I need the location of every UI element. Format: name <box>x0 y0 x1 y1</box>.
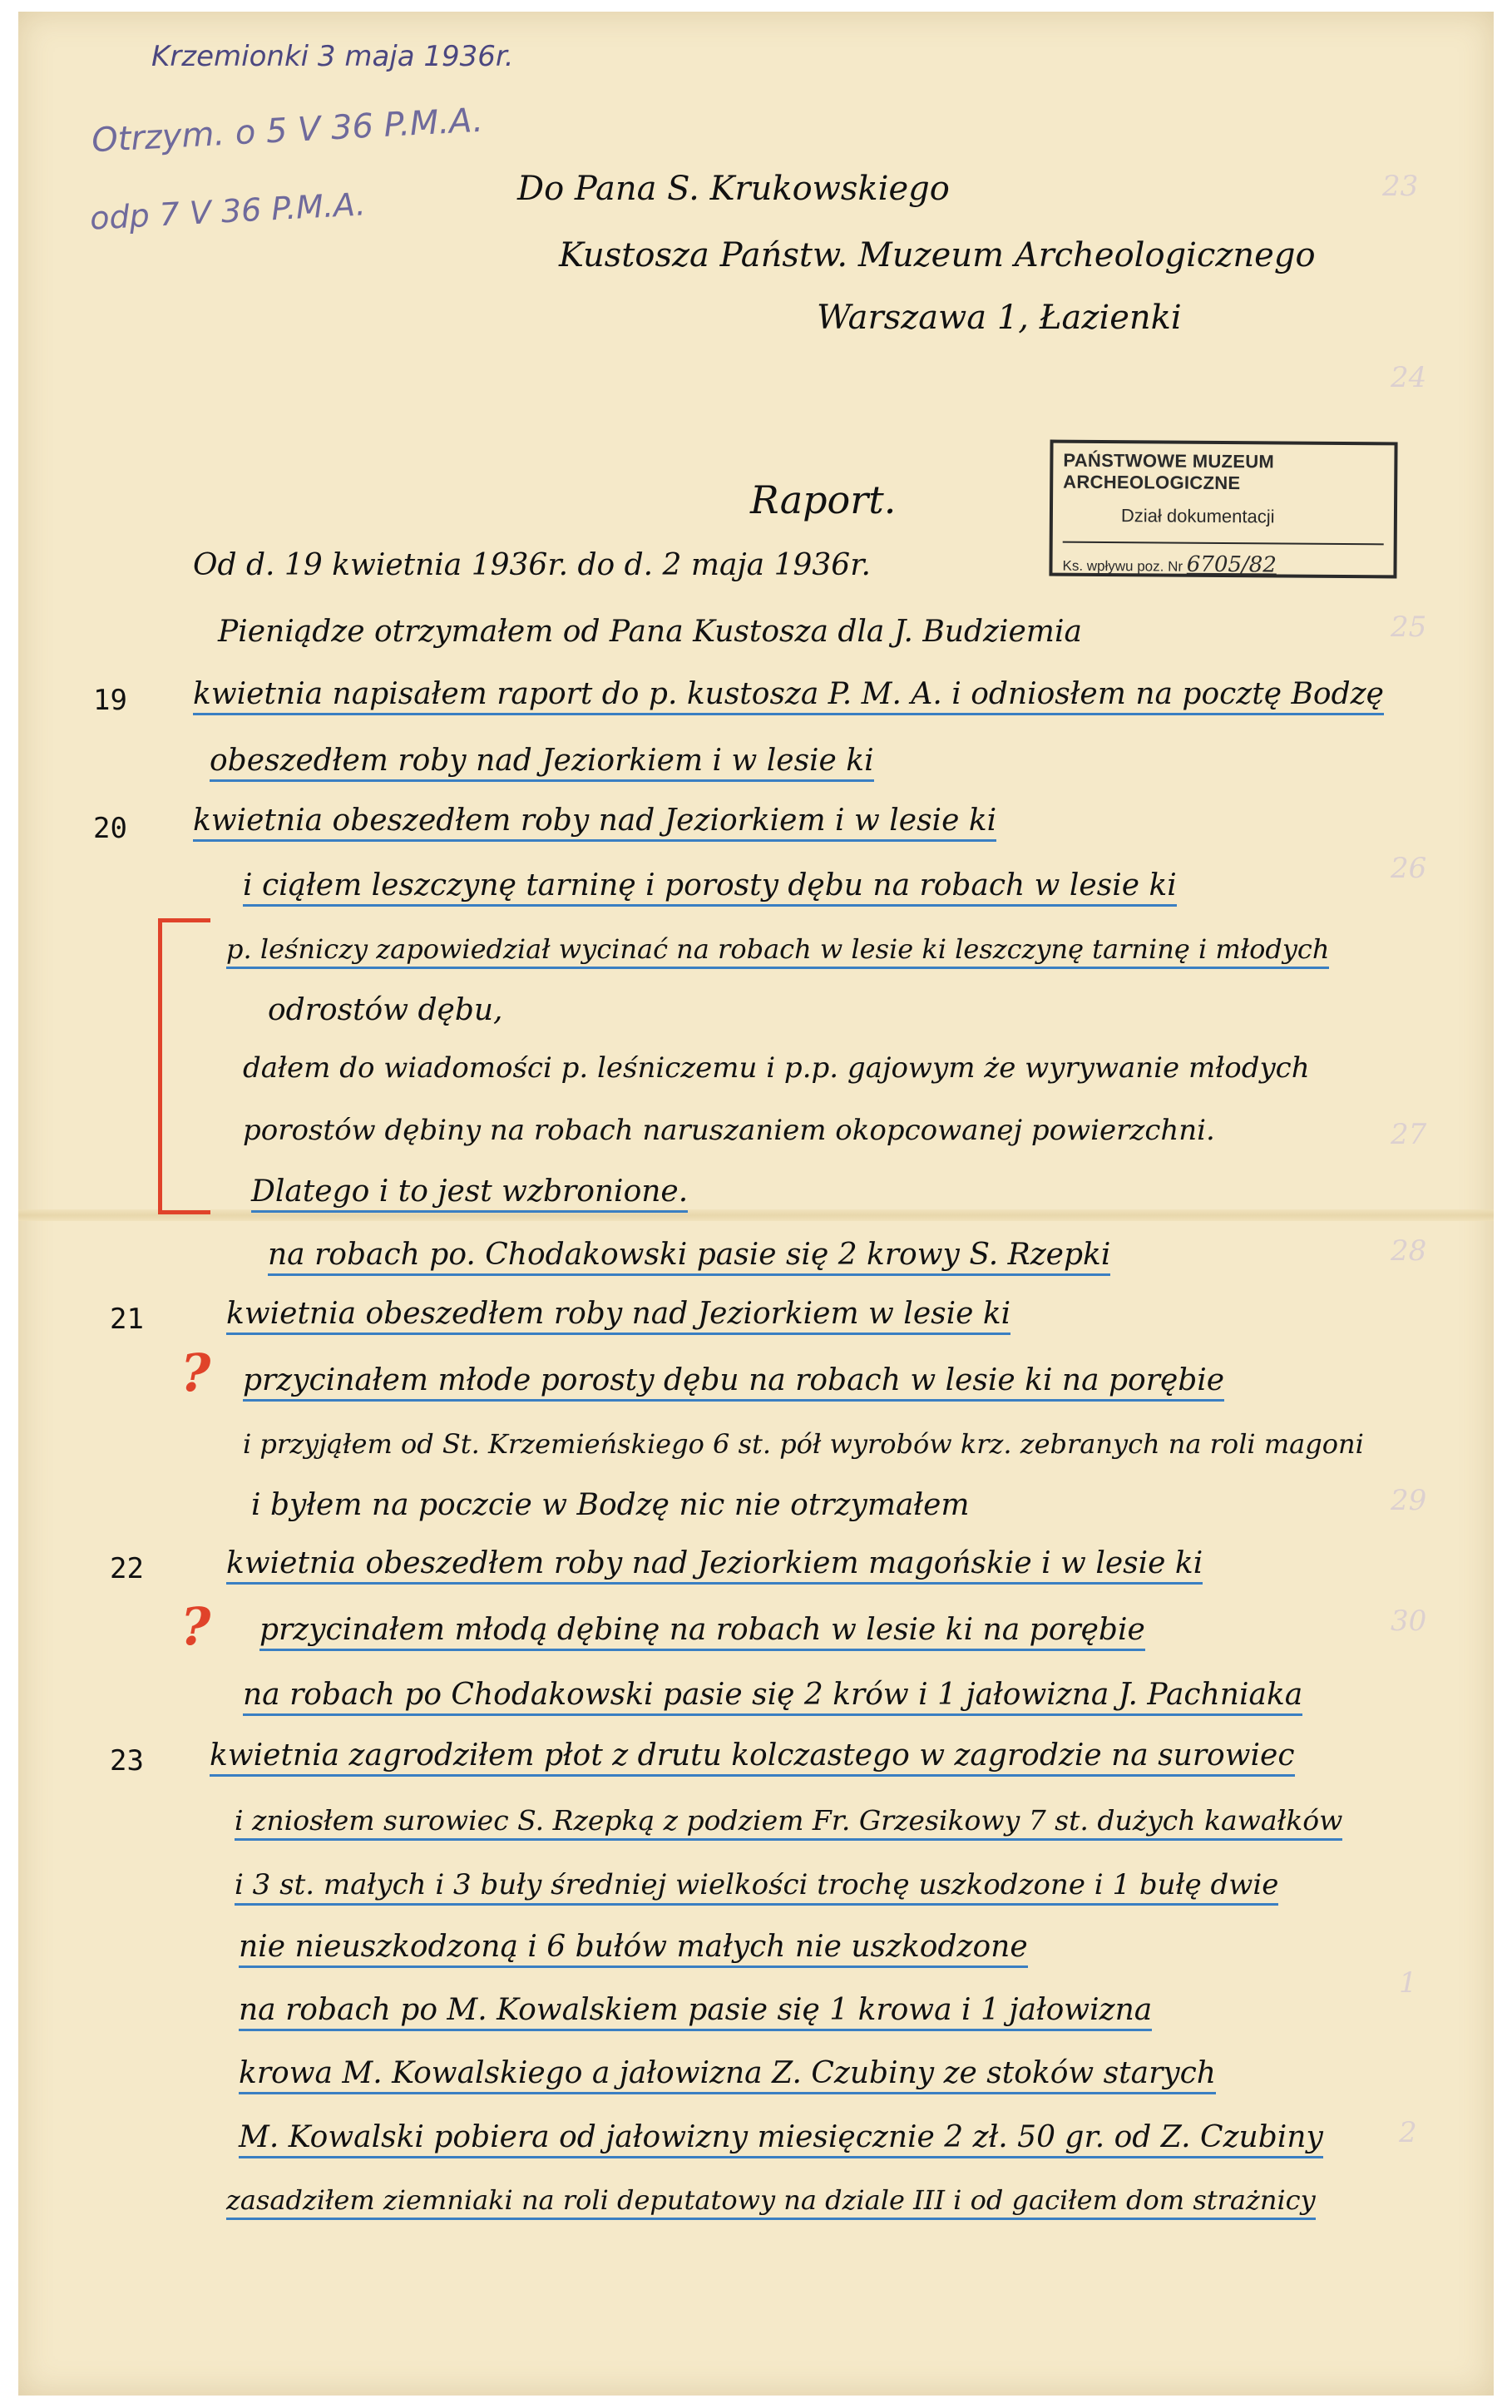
entry-day: 19 <box>93 684 127 717</box>
stamp-registry-number: 6705/82 <box>1186 551 1277 578</box>
addressee-title: Kustosza Państw. Muzeum Archeologicznego <box>559 236 1316 274</box>
stamp-institution: PAŃSTWOWE MUZEUM ARCHEOLOGICZNE <box>1063 449 1275 494</box>
entry-line: kwietnia obeszedłem roby nad Jeziorkiem w lesie ki <box>226 1297 1010 1335</box>
entry-day: 20 <box>93 812 127 845</box>
addressee-line: Do Pana S. Krukowskiego <box>517 170 950 208</box>
stamp-registry <box>1062 541 1383 579</box>
place-date-annotation: Krzemionki 3 maja 1936r. <box>151 40 514 73</box>
entry-line: na robach po Chodakowski pasie się 2 krów i 1 jałowizna J. Pachniaka <box>243 1678 1302 1716</box>
entry-line: krowa M. Kowalskiego a jałowizna Z. Czubiny ze stoków starych <box>239 2056 1216 2094</box>
entry-line: przycinałem młode porosty dębu na robach w lesie ki na porębie <box>243 1363 1224 1402</box>
paper-fold <box>18 1209 1494 1221</box>
entry-line: kwietnia napisałem raport do p. kustosza P. M. A. i odniosłem na pocztę Bodzę <box>193 677 1384 715</box>
entry-line: Dlatego i to jest wzbronione. <box>251 1174 688 1213</box>
stamp-department: Dział dokumentacji <box>1120 505 1275 527</box>
entry-line: i byłem na poczcie w Bodzę nic nie otrzymałem <box>251 1488 970 1522</box>
show-through-number: 30 <box>1391 1605 1427 1638</box>
received-annotation: Otrzym. o 5 V 36 P.M.A. <box>91 101 484 161</box>
entry-line: kwietnia obeszedłem roby nad Jeziorkiem magońskie i w lesie ki <box>226 1546 1203 1585</box>
entry-day: 21 <box>110 1303 144 1336</box>
entry-line: dałem do wiadomości p. leśniczemu i p.p. gajowym że wyrywanie młodych <box>243 1051 1310 1085</box>
entry-line: kwietnia zagrodziłem płot z drutu kolczastego w zagrodzie na surowiec <box>210 1738 1295 1777</box>
show-through-number: 23 <box>1382 170 1419 203</box>
entry-line: i ciąłem leszczynę tarninę i porosty dębu na robach w lesie ki <box>243 868 1177 907</box>
show-through-number: 1 <box>1399 1966 1417 2000</box>
entry-line: kwietnia obeszedłem roby nad Jeziorkiem i w lesie ki <box>193 803 996 842</box>
entry-line: zasadziłem ziemniaki na roli deputatowy na dziale III i od gaciłem dom strażnicy <box>226 2184 1316 2220</box>
show-through-number: 24 <box>1391 361 1427 394</box>
show-through-number: 28 <box>1391 1234 1427 1268</box>
entry-line: p. leśniczy zapowiedział wycinać na robach w lesie ki leszczynę tarninę i młodych <box>226 933 1329 969</box>
document-sheet <box>18 12 1494 2396</box>
stamp-registry-label: Ks. wpływu poz. Nr <box>1062 557 1183 575</box>
red-margin-bracket <box>158 918 210 1214</box>
show-through-number: 25 <box>1391 611 1427 644</box>
entry-line: porostów dębiny na robach naruszaniem okopcowanej powierzchni. <box>243 1114 1215 1147</box>
report-period: Od d. 19 kwietnia 1936r. do d. 2 maja 1936r. <box>193 548 871 582</box>
entry-line: nie nieuszkodzoną i 6 bułów małych nie uszkodzone <box>239 1930 1028 1968</box>
entry-line: i przyjąłem od St. Krzemieńskiego 6 st. pół wyrobów krz. zebranych na roli magoni <box>243 1428 1364 1460</box>
report-intro: Pieniądze otrzymałem od Pana Kustosza dla J. Budziemia <box>218 615 1082 649</box>
entry-day: 22 <box>110 1552 144 1585</box>
museum-stamp <box>1049 440 1397 579</box>
entry-line: M. Kowalski pobiera od jałowizny miesięcznie 2 zł. 50 gr. od Z. Czubiny <box>239 2120 1323 2158</box>
entry-line: na robach po M. Kowalskiem pasie się 1 krowa i 1 jałowizna <box>239 1993 1152 2031</box>
show-through-number: 26 <box>1391 852 1427 885</box>
entry-line: i zniosłem surowiec S. Rzepką z podziem Fr. Grzesikowy 7 st. dużych kawałków <box>235 1804 1342 1841</box>
red-question-mark: ? <box>180 1596 211 1657</box>
entry-line: przycinałem młodą dębinę na robach w lesie ki na porębie <box>259 1613 1145 1651</box>
reply-annotation: odp 7 V 36 P.M.A. <box>89 185 367 237</box>
entry-line: odrostów dębu, <box>268 993 503 1027</box>
show-through-number: 29 <box>1391 1484 1427 1517</box>
addressee-city: Warszawa 1, Łazienki <box>817 299 1182 337</box>
red-question-mark: ? <box>180 1342 211 1403</box>
entry-line: na robach po. Chodakowski pasie się 2 krowy S. Rzepki <box>268 1238 1110 1276</box>
show-through-number: 2 <box>1399 2116 1417 2149</box>
entry-line: obeszedłem roby nad Jeziorkiem i w lesie ki <box>210 744 874 782</box>
report-title: Raport. <box>750 477 897 522</box>
entry-line: i 3 st. małych i 3 buły średniej wielkości trochę uszkodzone i 1 bułę dwie <box>235 1868 1278 1906</box>
show-through-number: 27 <box>1391 1118 1427 1151</box>
entry-day: 23 <box>110 1744 144 1778</box>
